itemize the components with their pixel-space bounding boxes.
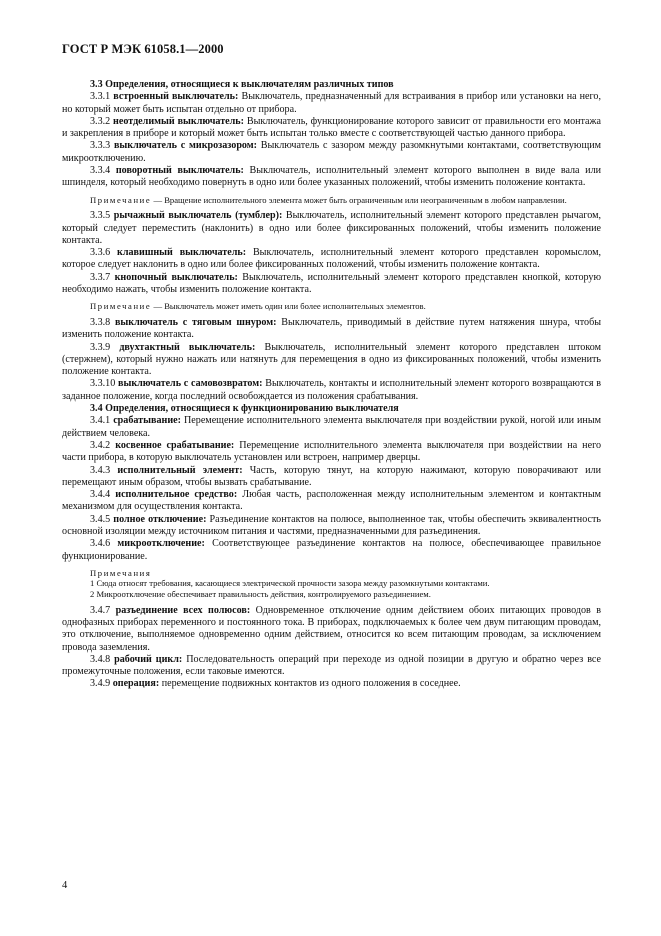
definition-3-3-2: 3.3.2 неотделимый выключатель: Выключатель, функционирование которого зависит от правильности его монтажа и закрепления в приборе и который может быть испытан только вместе с соответствующей частью данного прибора. bbox=[62, 115, 601, 140]
definition-3-3-5: 3.3.5 рычажный выключатель (тумблер): Выключатель, исполнительный элемент которого представлен рычагом, который следует переместить (наклонить) в одно или более фиксированных положений, чтобы изменить положение контакта. bbox=[62, 210, 601, 246]
definition-3-3-8: 3.3.8 выключатель с тяговым шнуром: Выключатель, приводимый в действие путем натяжения шнура, чтобы изменить положение контакта. bbox=[62, 316, 601, 341]
term: встроенный выключатель: bbox=[113, 91, 239, 103]
term: выключатель с микрозазором: bbox=[113, 140, 258, 152]
term: исполнительный элемент: bbox=[117, 464, 243, 476]
definition-3-4-5: 3.4.5 полное отключение: Разъединение контактов на полюсе, выполненное так, чтобы обеспечить эквивалентность основной изоляции между источником питания и частями, предназначенными для разъединения. bbox=[62, 513, 601, 537]
term: поворотный выключатель: bbox=[115, 165, 244, 177]
definition-3-3-9: 3.3.9 двухтактный выключатель: Выключатель, исполнительный элемент которого представлен штоком (стержнем), который нужно нажать или натянуть для перемещения в одно из фиксированных положений, чтобы изменить положение контакта. bbox=[62, 341, 601, 378]
note-rotation: Примечание — Вращение исполнительного элемента может быть ограниченным или неограниченным в любом направлении. bbox=[90, 194, 567, 205]
note-item-2: 2 Микроотключение обеспечивает правильность действия, контролируемого разъединением. bbox=[90, 589, 431, 600]
section-heading-3-4: 3.4 Определения, относящиеся к функционированию выключателя bbox=[90, 403, 399, 415]
definition-3-3-6: 3.3.6 клавишный выключатель: Выключатель, исполнительный элемент которого представлен коромыслом, которое следует наклонить в одно или более фиксированных положений, чтобы изменить положение контакта. bbox=[62, 247, 601, 271]
definition-3-3-7: 3.3.7 кнопочный выключатель: Выключатель, исполнительный элемент которого представлен кнопкой, которую необходимо нажать, чтобы изменить положение контакта. bbox=[62, 271, 601, 296]
term: срабатывание: bbox=[113, 415, 181, 427]
document-header: ГОСТ Р МЭК 61058.1—2000 bbox=[62, 42, 224, 56]
note-label: Примечание bbox=[90, 301, 152, 312]
term: исполнительное средство: bbox=[115, 489, 238, 501]
term: выключатель с самовозвратом: bbox=[118, 378, 263, 390]
term: разъединение всех полюсов: bbox=[115, 604, 251, 616]
term: полное отключение: bbox=[113, 513, 207, 525]
term: операция: bbox=[112, 678, 160, 690]
definition-3-3-10: 3.3.10 выключатель с самовозвратом: Выключатель, контакты и исполнительный элемент которого возвращаются в заданное положение, когда последний освобождается из положения срабатывания. bbox=[62, 378, 601, 402]
definition-3-4-9: 3.4.9 операция: перемещение подвижных контактов из одного положения в соседнее. bbox=[90, 678, 461, 690]
page-number: 4 bbox=[62, 880, 68, 891]
term: косвенное срабатывание: bbox=[115, 439, 235, 451]
definition-3-4-7: 3.4.7 разъединение всех полюсов: Одновременное отключение одним действием обоих питающих проводов в однофазных приборах переменного и постоянного тока. В приборах, подключаемых к более чем двум питающим проводам, это отключение, выполняемое одновременно одним действием, относится ко всем питающим проводам, за исключением провода заземления. bbox=[62, 604, 601, 653]
term: двухтактный выключатель: bbox=[119, 341, 256, 353]
definition-3-4-1: 3.4.1 срабатывание: Перемещение исполнительного элемента выключателя при воздействии рукой, ногой или иным действием человека. bbox=[62, 415, 601, 439]
term: кнопочный выключатель: bbox=[114, 271, 238, 283]
term: рычажный выключатель (тумблер): bbox=[113, 210, 283, 222]
definition-3-4-2: 3.4.2 косвенное срабатывание: Перемещение исполнительного элемента выключателя при воздействии на него части прибора, в которую выключатель установлен или встроен, например дверцы. bbox=[62, 439, 601, 464]
note-item-1: 1 Сюда относят требования, касающиеся электрической прочности зазора между разомкнутыми контактами. bbox=[90, 578, 490, 589]
term: выключатель с тяговым шнуром: bbox=[114, 316, 277, 328]
definition-3-3-3: 3.3.3 выключатель с микрозазором: Выключатель с зазором между разомкнутыми контактами, соответствующим микроотключению. bbox=[62, 140, 602, 164]
term: клавишный выключатель: bbox=[117, 247, 247, 259]
notes-heading: Примечания bbox=[90, 567, 152, 578]
term: микроотключение: bbox=[117, 538, 205, 550]
definition-3-4-6: 3.4.6 микроотключение: Соответствующее разъединение контактов на полюсе, обеспечивающее правильное функционирование. bbox=[62, 538, 601, 562]
definition-3-4-8: 3.4.8 рабочий цикл: Последовательность операций при переходе из одной позиции в другую и обратно через все промежуточные положения, если таковые имеются. bbox=[62, 653, 602, 678]
definition-3-3-1: 3.3.1 встроенный выключатель: Выключатель, предназначенный для встраивания в прибор или установки на него, но который может быть испытан отдельно от прибора. bbox=[62, 91, 602, 115]
term: рабочий цикл: bbox=[114, 653, 183, 665]
definition-3-4-4: 3.4.4 исполнительное средство: Любая часть, расположенная между исполнительным элементом и контактным механизмом для осуществления контакта. bbox=[62, 489, 601, 513]
document-body bbox=[62, 79, 601, 691]
note-label: Примечание bbox=[90, 194, 152, 205]
note-actuators: Примечание — Выключатель может иметь один или более исполнительных элементов. bbox=[90, 301, 426, 312]
section-heading-3-3: 3.3 Определения, относящиеся к выключателям различных типов bbox=[90, 79, 394, 90]
term: неотделимый выключатель: bbox=[113, 115, 244, 127]
definition-3-4-3: 3.4.3 исполнительный элемент: Часть, которую тянут, на которую нажимают, которую поворачивают или перемещают иным образом, чтобы вызвать срабатывание. bbox=[62, 464, 601, 488]
definition-3-3-4: 3.3.4 поворотный выключатель: Выключатель, исполнительный элемент которого выполнен в виде вала или шпинделя, который необходимо повернуть в одно или более указанных положений, чтобы изменить положение контакта. bbox=[62, 165, 602, 189]
